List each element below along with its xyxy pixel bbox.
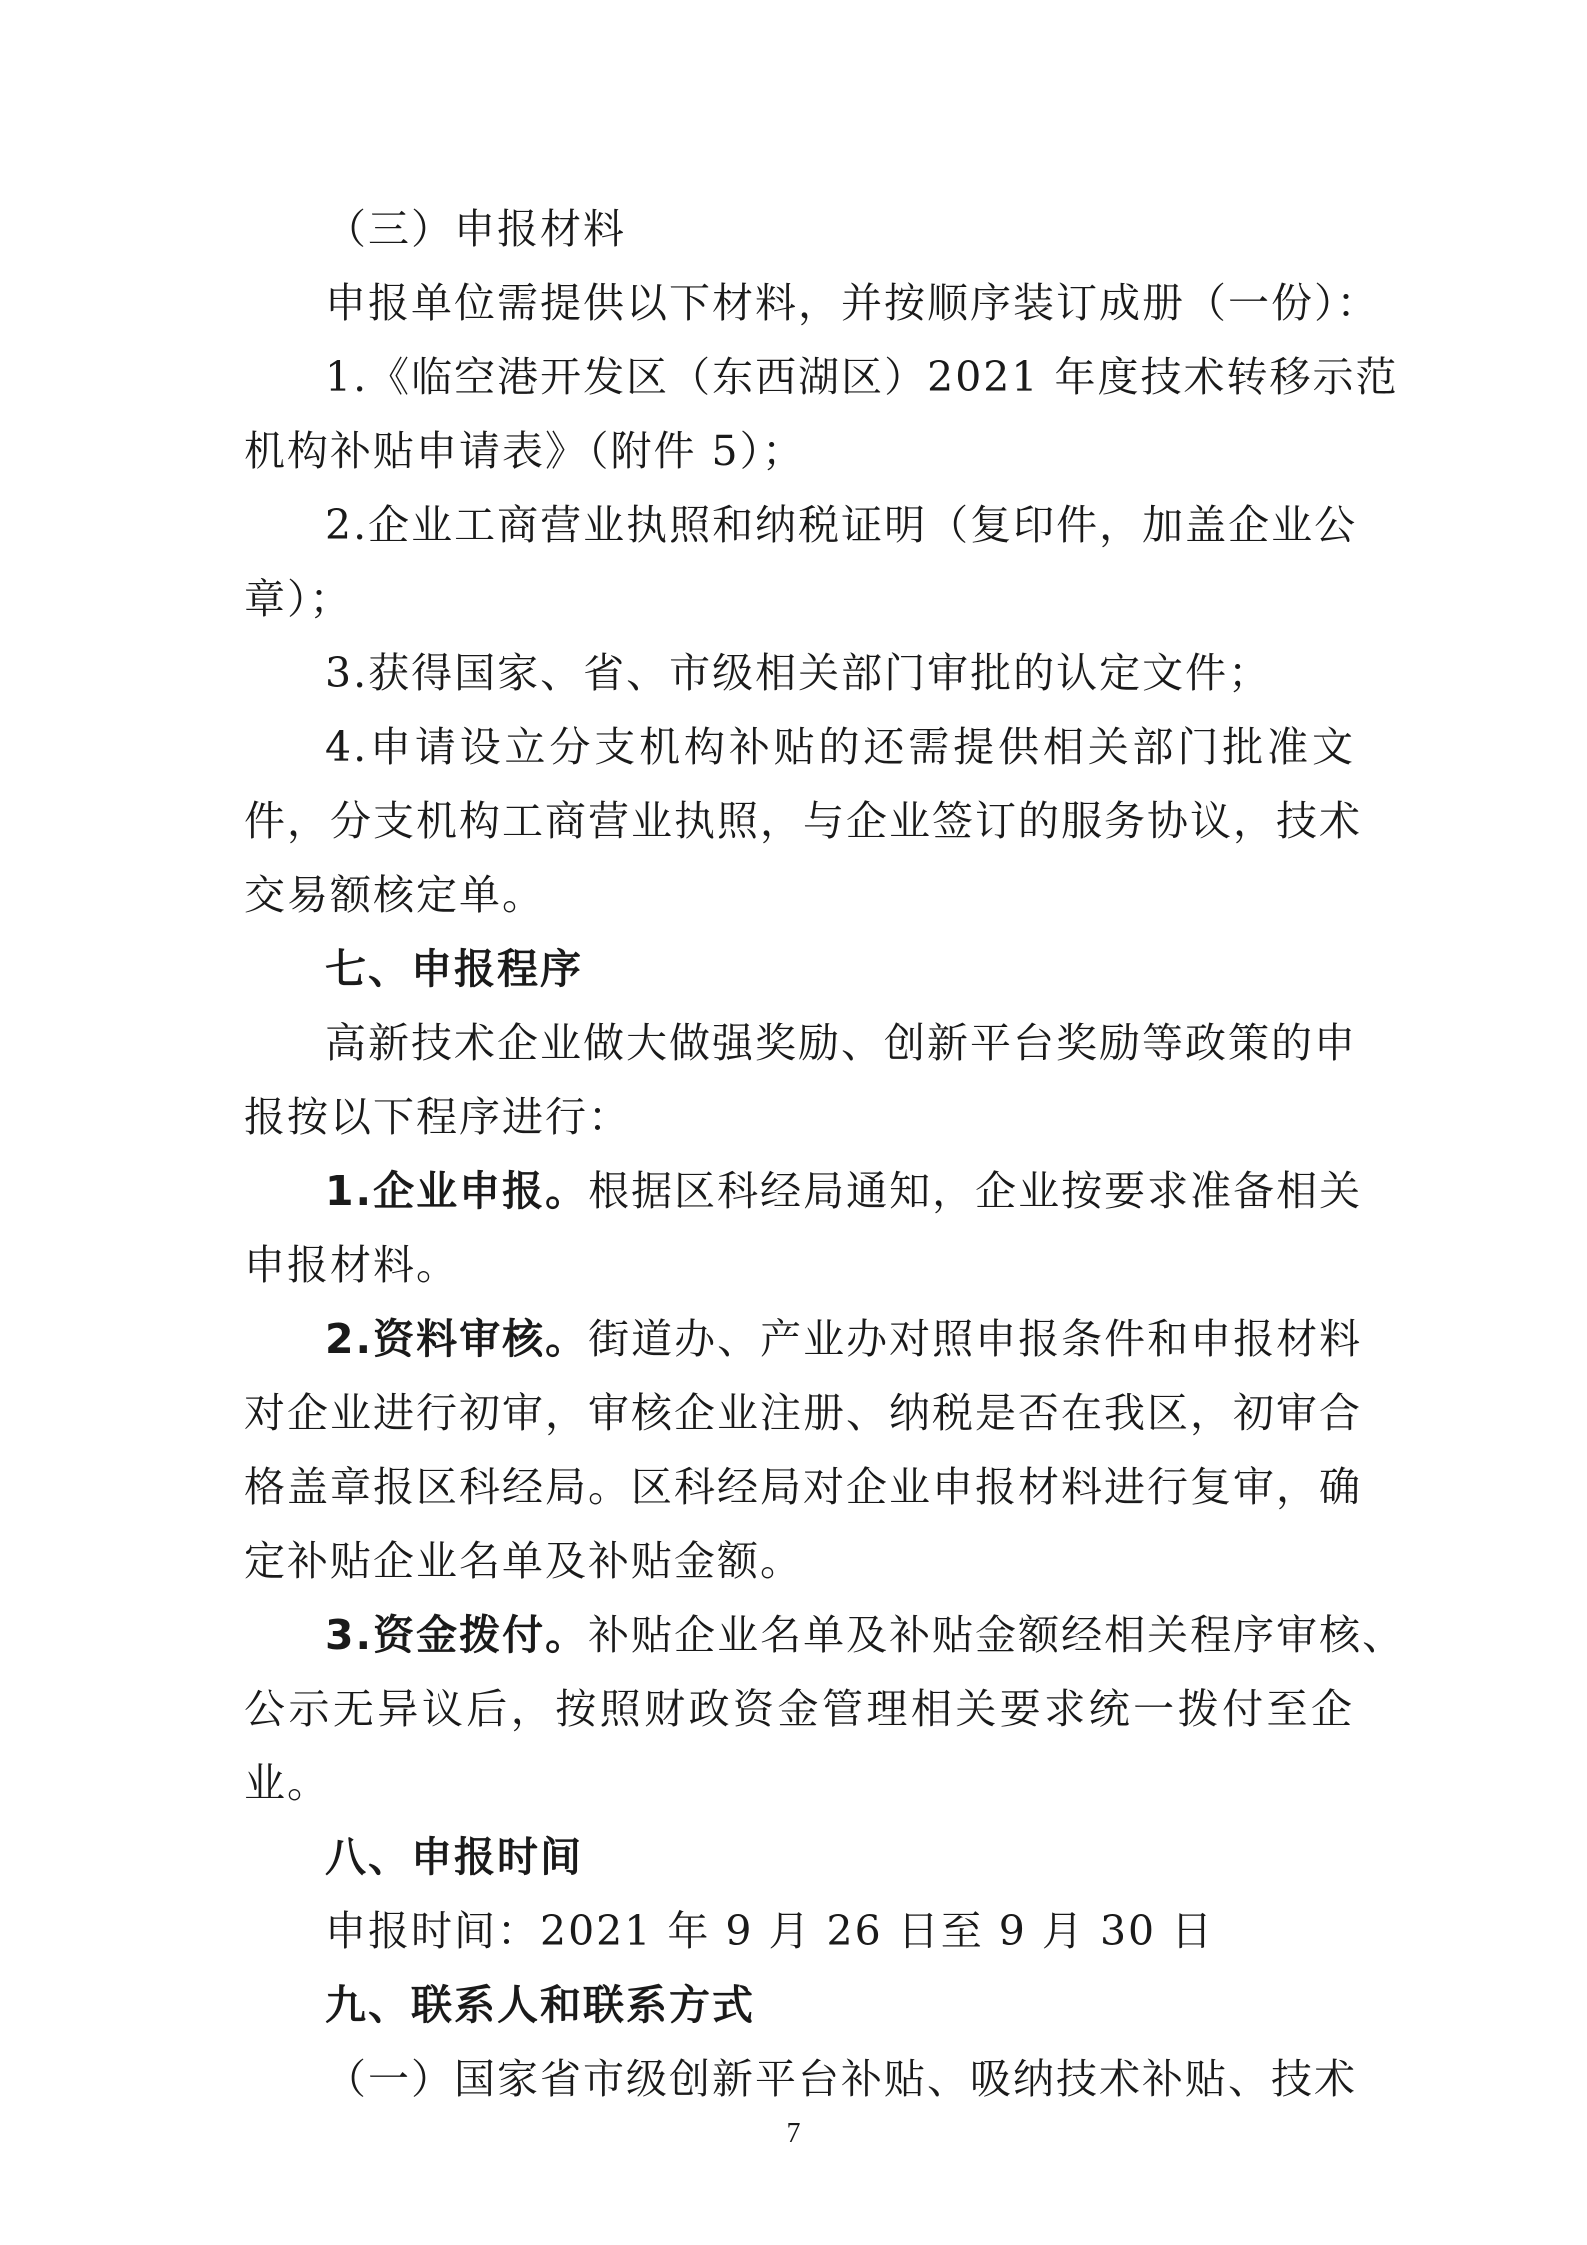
step-3-text: 补贴企业名单及补贴金额经相关程序审核、: [588, 1611, 1406, 1659]
paragraph-line: 2.企业工商营业执照和纳税证明（复印件，加盖企业公: [325, 501, 1358, 549]
paragraph-line: 申报材料。: [244, 1241, 459, 1289]
paragraph-line: 申报单位需提供以下材料，并按顺序装订成册（一份）：: [325, 279, 1380, 327]
step-1-text: 根据区科经局通知，企业按要求准备相关: [588, 1167, 1363, 1215]
section-heading-7: 七、申报程序: [325, 945, 583, 993]
paragraph-line: 公示无异议后，按照财政资金管理相关要求统一拨付至企: [244, 1685, 1354, 1733]
step-1-line: [325, 1166, 1363, 1216]
paragraph-line: 报按以下程序进行：: [244, 1093, 631, 1141]
step-1-lead: 1.企业申报。: [325, 1167, 589, 1215]
section-heading-8: 八、申报时间: [325, 1833, 583, 1881]
paragraph-line: 定补贴企业名单及补贴金额。: [244, 1537, 803, 1585]
step-2-text: 街道办、产业办对照申报条件和申报材料: [588, 1315, 1363, 1363]
paragraph-line: 交易额核定单。: [244, 871, 545, 919]
paragraph-line: 申报时间：2021 年 9 月 26 日至 9 月 30 日: [325, 1907, 1215, 1955]
step-2-lead: 2.资料审核。: [325, 1315, 589, 1363]
section-heading-9: 九、联系人和联系方式: [325, 1981, 755, 2029]
page-number: 7: [786, 2118, 801, 2149]
step-2-line: [325, 1314, 1363, 1364]
paragraph-line: 3.获得国家、省、市级相关部门审批的认定文件；: [325, 649, 1272, 697]
paragraph-line: 对企业进行初审，审核企业注册、纳税是否在我区，初审合: [244, 1389, 1362, 1437]
paragraph-line: （一）国家省市级创新平台补贴、吸纳技术补贴、技术: [325, 2055, 1357, 2103]
subheading-materials: （三）申报材料: [325, 205, 626, 253]
paragraph-line: 4.申请设立分支机构补贴的还需提供相关部门批准文: [325, 723, 1355, 771]
paragraph-line: 高新技术企业做大做强奖励、创新平台奖励等政策的申: [325, 1019, 1357, 1067]
paragraph-line: 1.《临空港开发区（东西湖区）2021 年度技术转移示范: [325, 353, 1399, 401]
step-3-line: [325, 1610, 1406, 1660]
paragraph-line: 格盖章报区科经局。区科经局对企业申报材料进行复审，确: [244, 1463, 1362, 1511]
paragraph-line: 件，分支机构工商营业执照，与企业签订的服务协议，技术: [244, 797, 1362, 845]
paragraph-line: 业。: [244, 1759, 330, 1807]
step-3-lead: 3.资金拨付。: [325, 1611, 589, 1659]
paragraph-line: 机构补贴申请表》（附件 5）；: [244, 427, 806, 475]
paragraph-line: 章）；: [244, 575, 353, 623]
